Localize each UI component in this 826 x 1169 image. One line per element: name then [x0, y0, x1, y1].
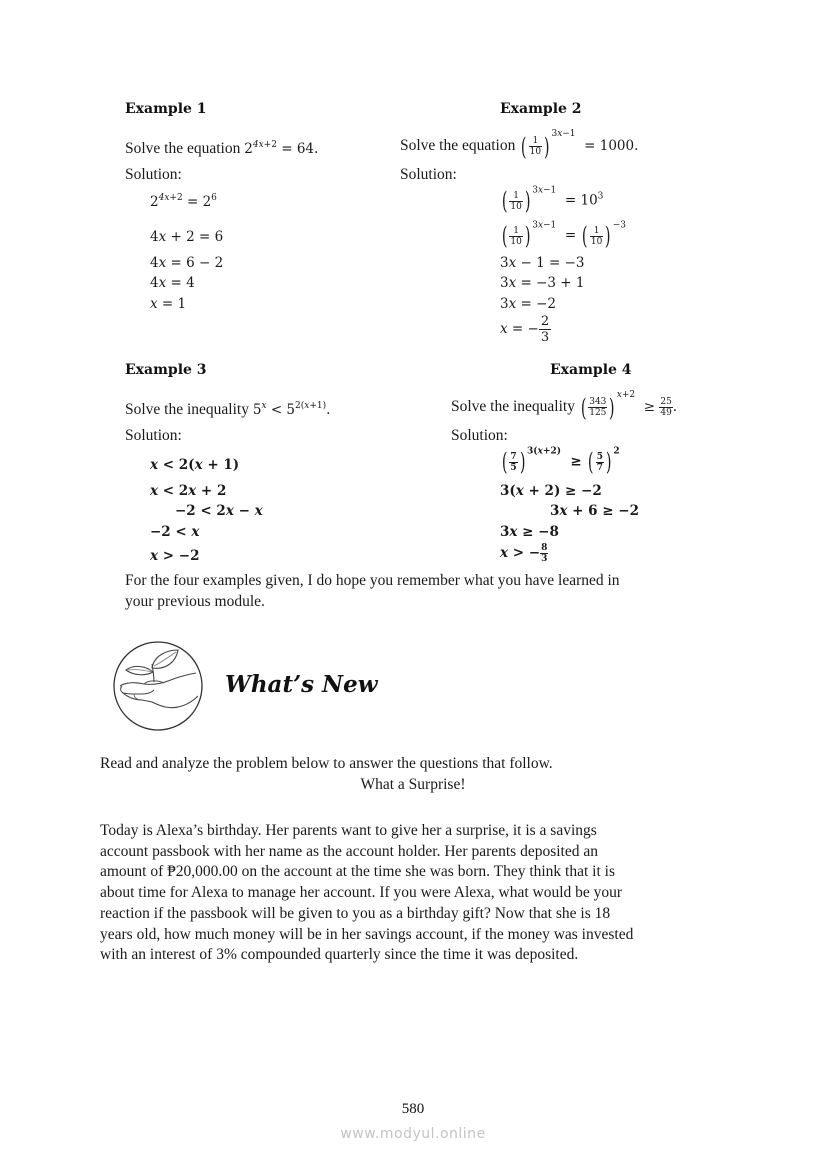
whats-new-title: What’s New [225, 671, 378, 698]
example-3-step-5: x > −2 [150, 548, 200, 564]
example-3-solution-label: Solution: [125, 427, 182, 444]
example-3-step-2: x < 2x + 2 [150, 483, 227, 499]
problem-line: years old, how much money will be in her savings account, if the money was invested [100, 925, 634, 943]
example-1-title: Example 1 [125, 101, 207, 117]
example-1-step-5: x = 1 [150, 296, 187, 312]
page-number: 580 [401, 1101, 425, 1117]
problem-line: amount of ₱20,000.00 on the account at the time she was born. They think that it is [100, 863, 616, 881]
example-2-step-3: 3x − 1 = −3 [500, 255, 585, 271]
example-2-step-5: 3x = −2 [500, 296, 557, 312]
example-3-title: Example 3 [125, 362, 207, 378]
prompt-text: Solve the equation [125, 140, 241, 157]
example-1-step-4: 4x = 4 [150, 275, 195, 291]
example-2-step-2: ( $\frac{1}{10}$ ) $^{3x-1}$ = ( $\frac{1}{10}$ ) $^{-3}$ [501, 220, 626, 250]
problem-paragraph [100, 821, 727, 966]
example-1-solution-label: Solution: [125, 166, 182, 183]
example-4-prompt [451, 390, 678, 422]
prompt-inequality: ( $\frac{343}{125}$ ) $^{x+2}$ ≥ $\frac{25}{49}$ . [580, 390, 678, 422]
hand-holding-seedling-icon [112, 640, 204, 732]
example-4-step-5: x > − $\frac{8}{3}$ [500, 543, 548, 564]
prompt-equation: $2^{4x+2} = 64$. [244, 140, 319, 157]
problem-line: reaction if the passbook will be given to you as a birthday gift? Now that she is 18 [100, 904, 611, 922]
example-3-prompt [125, 401, 330, 419]
example-1-prompt [125, 140, 318, 158]
example-3-step-4: −2 < x [150, 524, 200, 540]
example-3-step-1: x < 2(x + 1) [150, 457, 240, 473]
example-1-step-3: 4x = 6 − 2 [150, 255, 224, 271]
prompt-text: Solve the equation [400, 137, 516, 154]
example-4-step-2: 3(x + 2) ≥ −2 [500, 483, 602, 499]
problem-line: Today is Alexa’s birthday. Her parents want to give her a surprise, it is a savings [100, 822, 597, 839]
example-2-step-4: 3x = −3 + 1 [500, 275, 585, 291]
example-1-step-1: $2^{4x+2} = 2^6$ [150, 193, 217, 210]
example-4-solution-label: Solution: [451, 427, 508, 444]
prompt-inequality: $5^x < 5^{2(x+1)}$. [252, 401, 331, 418]
example-4-title: Example 4 [550, 362, 632, 378]
prompt-text: Solve the inequality [451, 398, 575, 415]
example-2-prompt [400, 129, 639, 161]
instructions-text: Read and analyze the problem below to answer the questions that follow. [100, 755, 553, 772]
example-1-step-2: 4x + 2 = 6 [150, 229, 224, 245]
closing-text-line-2: your previous module. [125, 593, 265, 610]
example-2-step-6: x = − $\frac{2}{3}$ [500, 314, 550, 345]
prompt-equation: ( $\frac{1}{10}$ ) $^{3x-1}$ = 1000. [521, 129, 639, 161]
example-2-solution-label: Solution: [400, 166, 457, 183]
watermark: www.modyul.online [340, 1126, 486, 1142]
example-2-step-1: ( $\frac{1}{10}$ ) $^{3x-1} = 10^3$ [501, 185, 604, 215]
example-3-step-3: −2 < 2x − x [175, 503, 263, 519]
problem-line: account passbook with her name as the account holder. Her parents deposited an [100, 842, 598, 860]
problem-line: about time for Alexa to manage her account. If you were Alexa, what would be your [100, 884, 623, 902]
example-4-step-1: ( $\frac{7}{5}$ ) $^{3(x+2)}$ ≥ ( $\frac{5}{7}$ ) $^2$ [501, 446, 620, 476]
example-2-title: Example 2 [500, 101, 582, 117]
example-4-step-3: 3x + 6 ≥ −2 [550, 503, 639, 519]
prompt-text: Solve the inequality [125, 401, 249, 418]
problem-line: with an interest of 3% compounded quarterly since the time it was deposited. [100, 946, 579, 964]
problem-title: What a Surprise! [360, 776, 466, 793]
closing-text-line-1: For the four examples given, I do hope you remember what you have learned in [125, 572, 620, 589]
example-4-step-4: 3x ≥ −8 [500, 524, 559, 540]
